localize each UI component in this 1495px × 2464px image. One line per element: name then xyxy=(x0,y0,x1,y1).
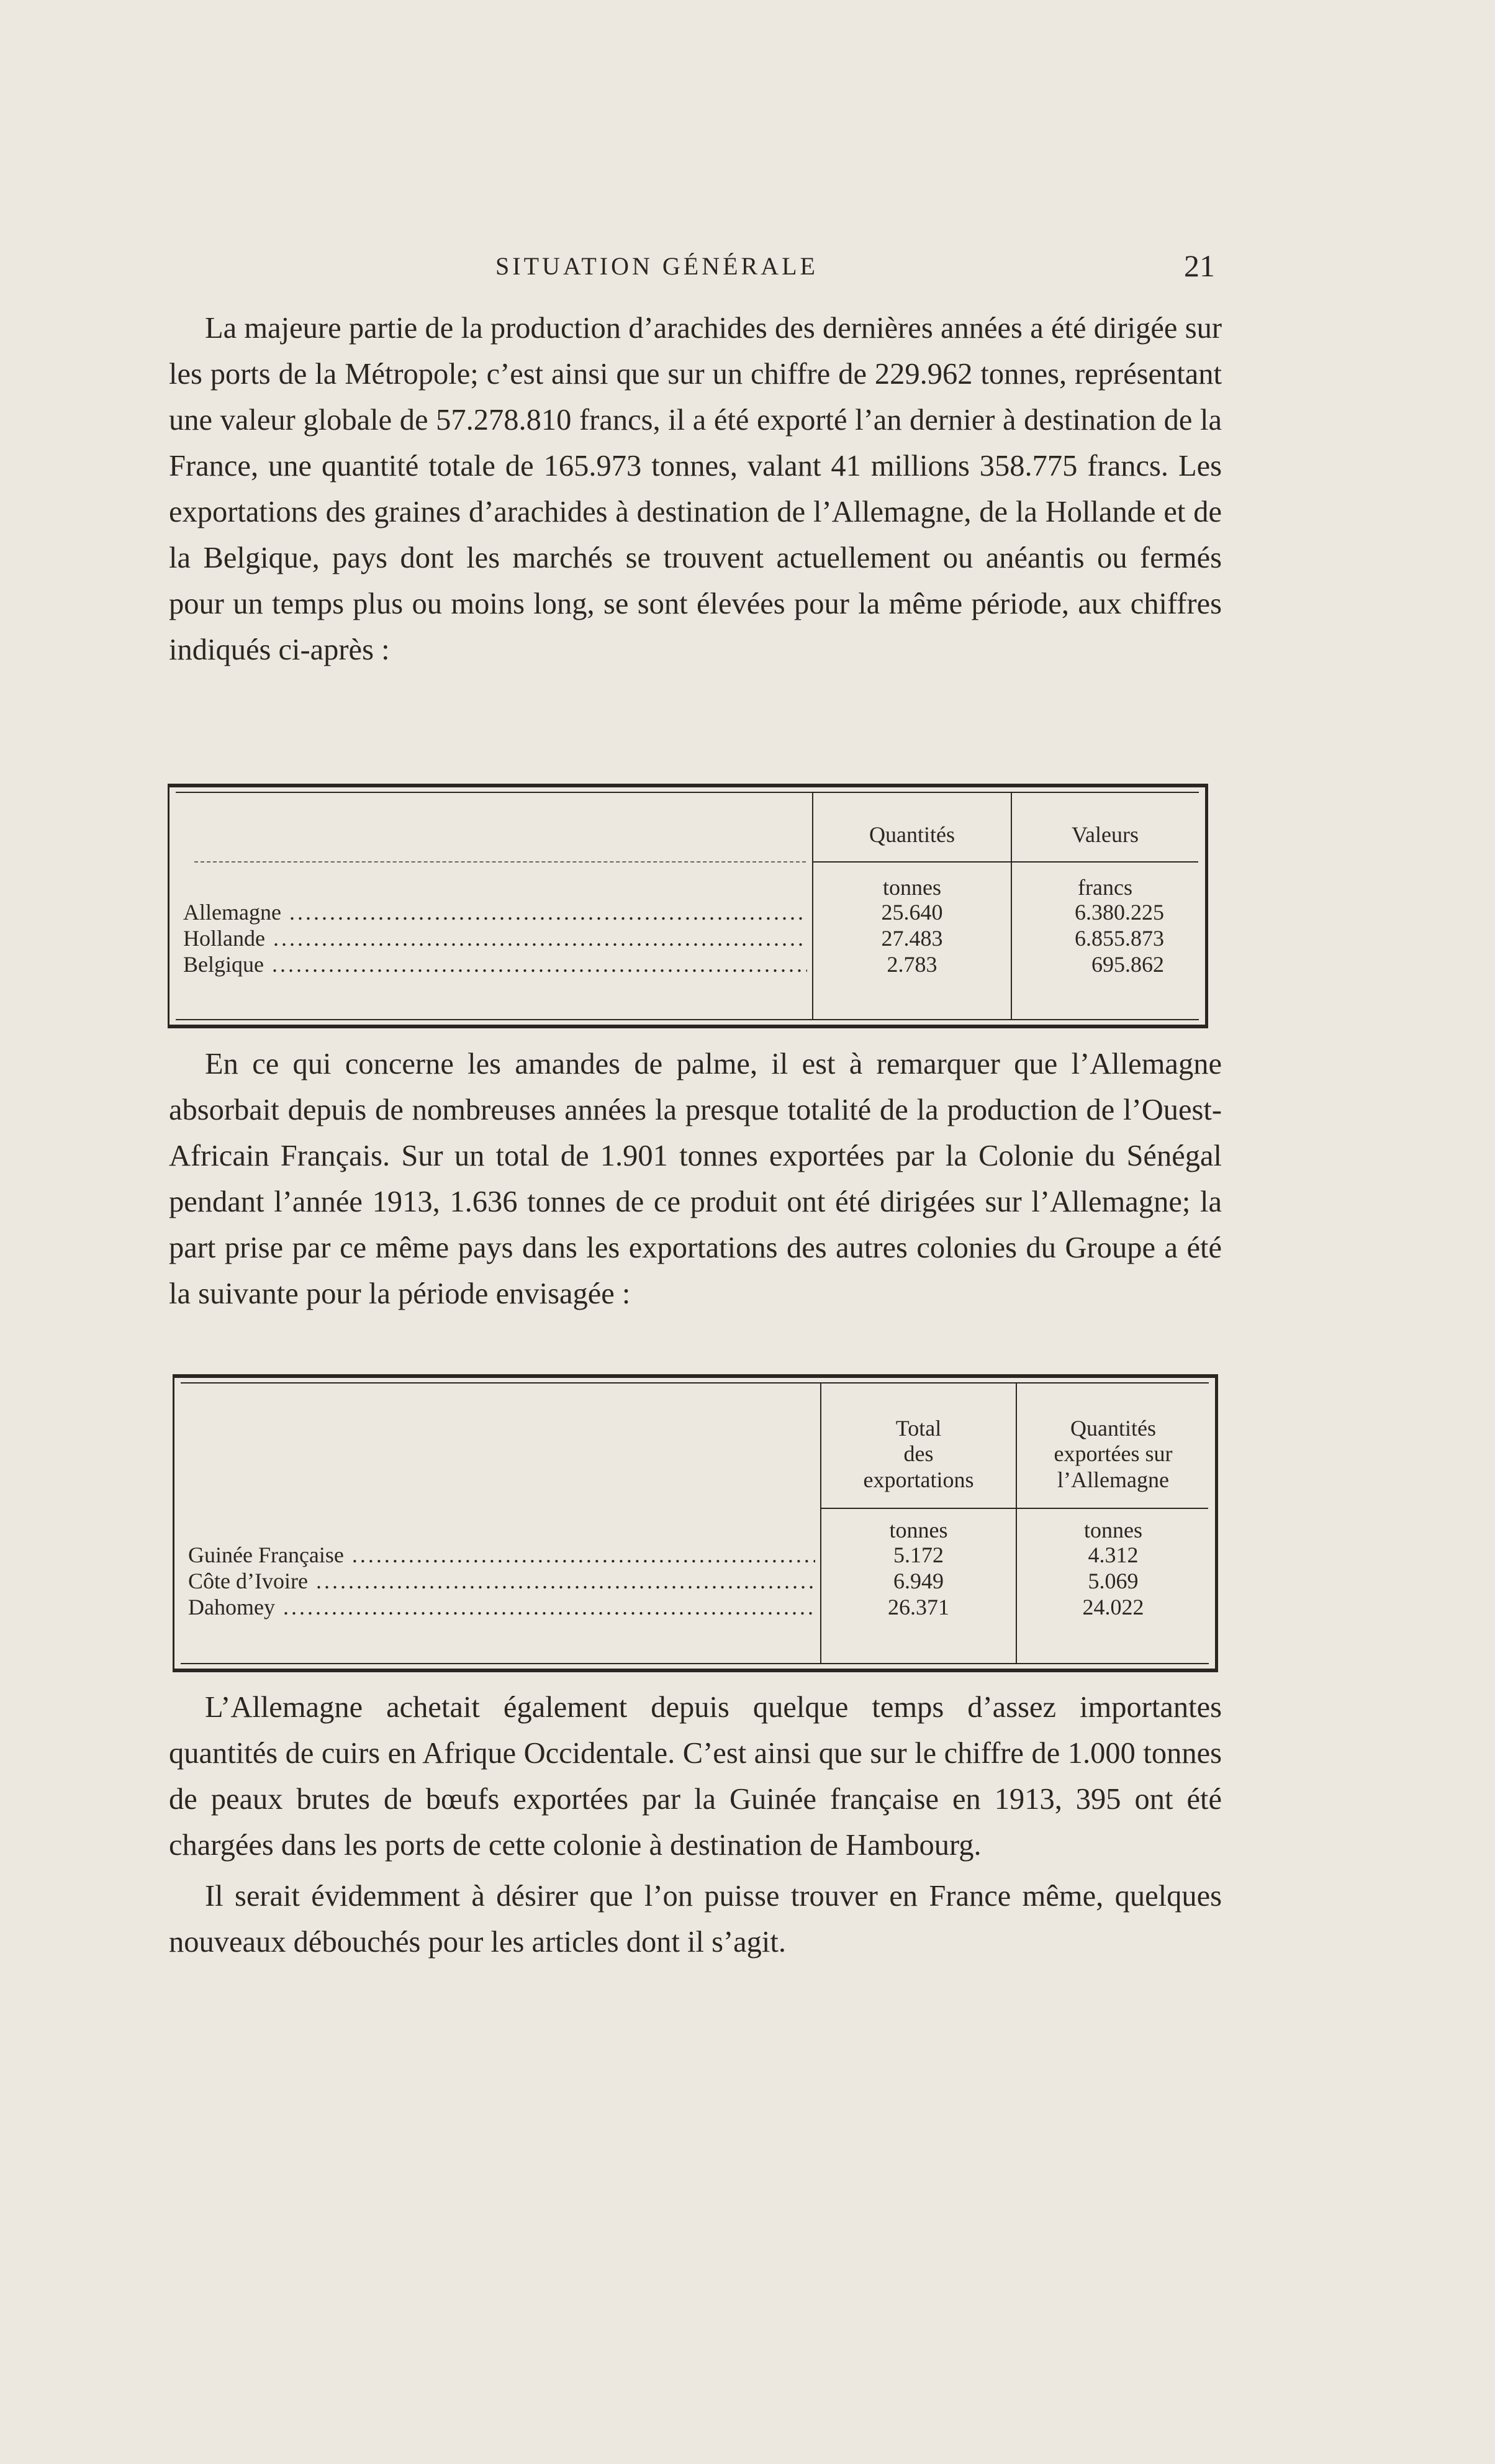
text-block-cuirs xyxy=(169,1685,1222,1965)
row-label: Hollande ..... xyxy=(183,926,807,951)
header-rule xyxy=(812,861,1198,863)
column-header-allemagne: Quantités exportées sur l’Allemagne xyxy=(1054,1416,1173,1492)
paragraph-cuirs: L’Allemagne achetait également depuis quelque temps d’assez importantes quantités de cuirs en Afrique Occidentale. C’est ainsi que sur le chiffre de 1.000 tonnes de peaux brutes de bœufs exportées par la Guinée française en 1913, 395 ont été chargées dans les ports de cette colonie à destination de Hambourg. xyxy=(169,1691,1222,1862)
page-header xyxy=(0,248,1495,289)
table-row xyxy=(181,1569,1206,1593)
cell-allemagne: 24.022 xyxy=(1082,1595,1144,1619)
table-palme-exports xyxy=(173,1374,1218,1672)
cell-total: 26.371 xyxy=(888,1595,949,1619)
cell-quantite: 2.783 xyxy=(887,952,937,977)
page-number: 21 xyxy=(1184,248,1215,283)
row-label: Belgique ..... xyxy=(183,952,807,977)
row-label: Guinée Française ..... xyxy=(188,1542,815,1568)
cell-quantite: 27.483 xyxy=(881,926,943,951)
paragraph-arachides: La majeure partie de la production d’arachides des dernières années a été dirigée sur les ports de la Métropole; c’est ainsi que sur un chiffre de 229.962 tonnes, représentant une valeur globale de 57.278.810 francs, il a été exporté l’an dernier à destination de la France, une quantité totale de 165.973 tonnes, valant 41 millions 358.775 francs. Les exportations des graines d’arachides à destination de l’Allemagne, de la Hollande et de la Belgique, pays dont les marchés se trouvent actuellement ou anéantis ou fermés pour un temps plus ou moins long, se sont élevées pour la même période, aux chiffres indiqués ci-après : xyxy=(169,312,1222,666)
cell-total: 6.949 xyxy=(893,1569,944,1593)
table-arachides-exports xyxy=(168,784,1208,1028)
table-row xyxy=(181,1542,1206,1567)
text-block-arachides xyxy=(169,306,1222,673)
unit-tonnes: tonnes xyxy=(1084,1518,1142,1542)
column-header-quantites: Quantités xyxy=(869,822,955,847)
header-rule xyxy=(820,1508,1208,1509)
unit-francs: francs xyxy=(1078,875,1132,900)
cell-total: 5.172 xyxy=(893,1542,944,1567)
cell-valeur: 6.380.225 xyxy=(1075,900,1164,925)
column-header-valeurs: Valeurs xyxy=(1072,822,1139,847)
cell-quantite: 25.640 xyxy=(881,900,943,925)
text-block-palme xyxy=(169,1041,1222,1317)
cell-valeur: 695.862 xyxy=(1091,952,1164,977)
unit-tonnes: tonnes xyxy=(883,875,941,900)
table-row xyxy=(176,952,1197,977)
table-frame xyxy=(181,1382,1209,1664)
column-header-total: Total des exportations xyxy=(863,1416,974,1492)
table-frame xyxy=(176,792,1199,1020)
table-row xyxy=(176,900,1197,925)
cell-allemagne: 5.069 xyxy=(1088,1569,1139,1593)
table-row xyxy=(181,1595,1206,1619)
row-label: Allemagne ..... xyxy=(183,900,807,925)
table-row xyxy=(176,926,1197,951)
cell-valeur: 6.855.873 xyxy=(1075,926,1164,951)
row-label: Côte d’Ivoire ..... xyxy=(188,1569,815,1594)
paragraph-amandes-palme: En ce qui concerne les amandes de palme, il est à remarquer que l’Allemagne absorbait depuis de nombreuses années la presque totalité de la production de l’Ouest-Africain Français. Sur un total de 1.901 tonnes exportées par la Colonie du Sénégal pendant l’année 1913, 1.636 tonnes de ce produit ont été dirigées sur l’Allemagne; la part prise par ce même pays dans les exportations des autres colonies du Groupe a été la suivante pour la période envisagée : xyxy=(169,1048,1222,1310)
running-title: SITUATION GÉNÉRALE xyxy=(495,252,818,280)
label-column-rule xyxy=(194,861,806,863)
cell-allemagne: 4.312 xyxy=(1088,1542,1139,1567)
row-label: Dahomey ..... xyxy=(188,1595,815,1620)
paragraph-debouches: Il serait évidemment à désirer que l’on puisse trouver en France même, quelques nouveaux débouchés pour les articles dont il s’agit. xyxy=(169,1880,1222,1959)
unit-tonnes: tonnes xyxy=(889,1518,948,1542)
